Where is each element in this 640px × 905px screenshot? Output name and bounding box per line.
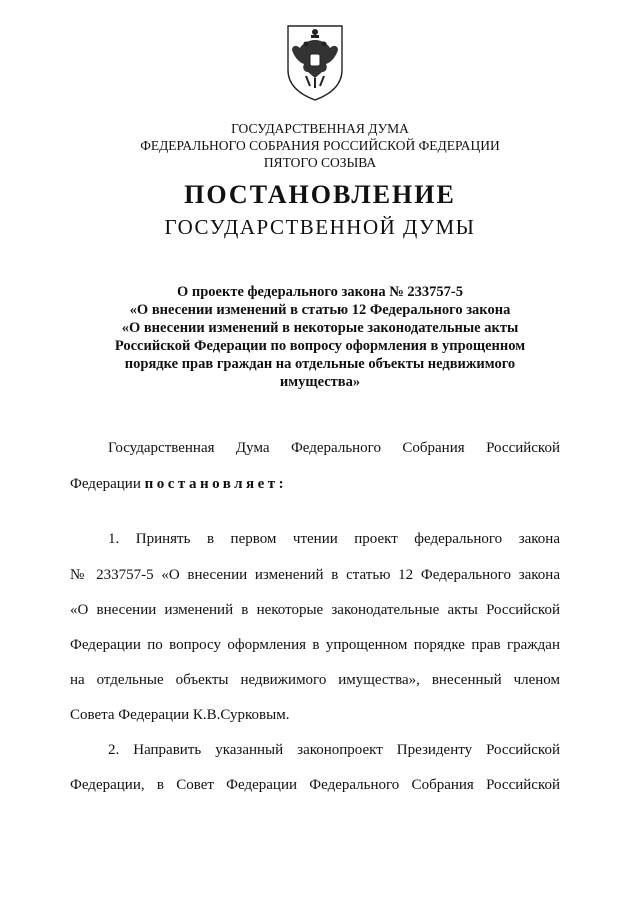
subject-line: имущества» xyxy=(279,374,361,390)
item1-line: Федерации по вопросу оформления в упрощенном порядке прав граждан xyxy=(70,637,560,653)
item1-line: на отдельные объекты недвижимого имущества», внесенный членом xyxy=(70,672,560,688)
subject-line: «О внесении изменений в статью 12 Федерального закона xyxy=(129,302,511,318)
header-line-3: ПЯТОГО СОЗЫВА xyxy=(263,155,377,170)
preamble-line-1: Государственная Дума Федерального Собрания Российской xyxy=(108,440,560,456)
preamble-federation: Федерации xyxy=(70,476,145,492)
coat-of-arms-emblem xyxy=(280,22,350,102)
item1-line: № 233757-5 «О внесении изменений в статью 12 Федерального закона xyxy=(70,567,560,583)
document-subtitle: ГОСУДАРСТВЕННОЙ ДУМЫ xyxy=(164,215,476,239)
header-line-2: ФЕДЕРАЛЬНОГО СОБРАНИЯ РОССИЙСКОЙ ФЕДЕРАЦИИ xyxy=(140,138,500,153)
subject-line: О проекте федерального закона № 233757-5 xyxy=(176,284,464,300)
item2-line: 2. Направить указанный законопроект Президенту Российской xyxy=(108,742,560,758)
subject-line: Российской Федерации по вопросу оформления в упрощенном xyxy=(114,338,526,354)
item1-line: «О внесении изменений в некоторые законодательные акты Российской xyxy=(70,602,560,618)
subject-line: «О внесении изменений в некоторые законодательные акты xyxy=(121,320,519,336)
document-subject xyxy=(90,283,550,391)
preamble-line-2 xyxy=(70,476,287,493)
item2-line: Федерации, в Совет Федерации Федерального Собрания Российской xyxy=(70,777,560,793)
subject-line: порядке прав граждан на отдельные объекты недвижимого xyxy=(124,356,516,372)
item1-line: 1. Принять в первом чтении проект федерального закона xyxy=(108,531,560,547)
header-line-1: ГОСУДАРСТВЕННАЯ ДУМА xyxy=(231,121,409,136)
document-title: ПОСТАНОВЛЕНИЕ xyxy=(184,180,456,209)
item1-line: Совета Федерации К.В.Сурковым. xyxy=(70,707,290,723)
preamble-resolves: постановляет: xyxy=(144,476,288,492)
